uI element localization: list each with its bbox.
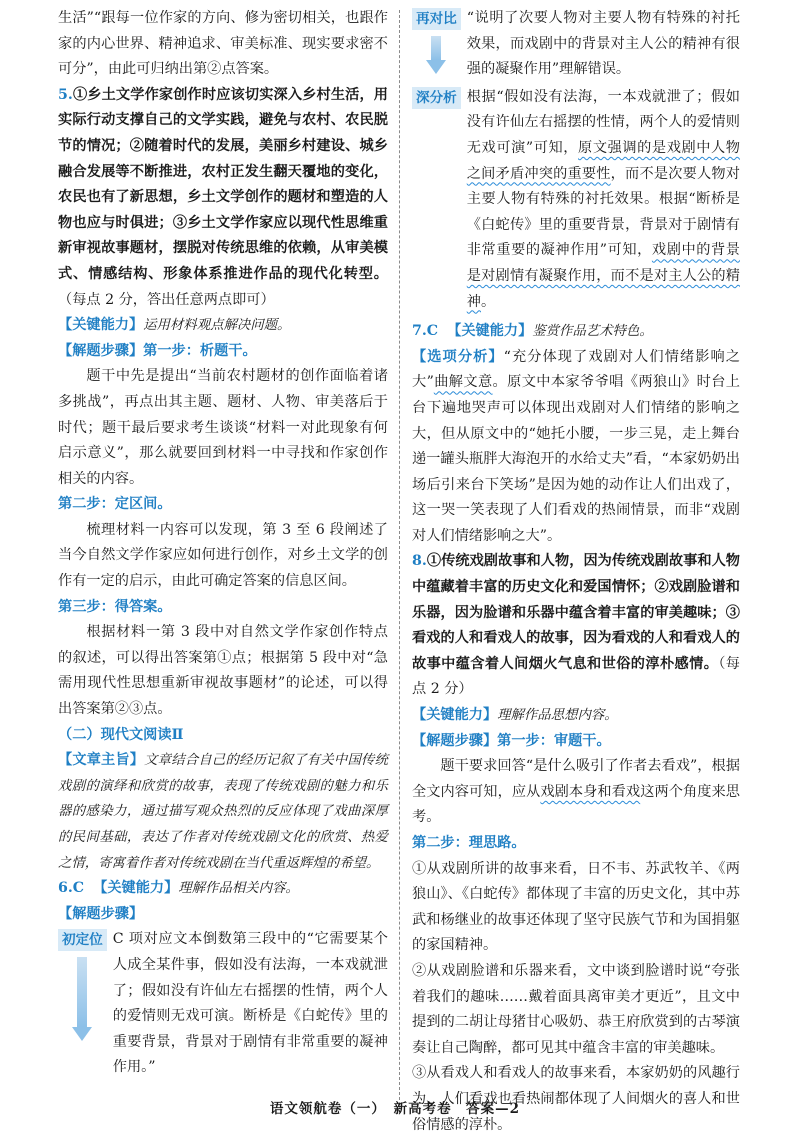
down-arrow-icon: [431, 36, 441, 74]
ability-text: 鉴赏作品艺术特色。: [532, 324, 653, 340]
theme-text: 文章结合自己的经历记叙了有关中国传统戏剧的演绎和欣赏的故事，表现了传统戏剧的魅力和乐器的感染力，通过描写观众热烈的反应体现了戏曲深厚的民间基础，表达了作者对传统戏剧文化的欣赏、热爱之情，寄寓着作者对传统戏剧在当代重返辉煌的希望。: [58, 753, 388, 871]
option-analysis-label: 【选项分析】: [412, 348, 504, 365]
q6-compare: [412, 6, 740, 83]
column-divider: [399, 10, 400, 1100]
q5-step2-label: 第二步：定区间。: [58, 496, 172, 513]
section-title: （二）现代文阅读Ⅱ: [58, 726, 184, 743]
question-number: 5.: [58, 86, 73, 103]
q6-initial-locate: [58, 927, 388, 1081]
q5-ability: [58, 313, 388, 339]
q5-step2-text: 梳理材料一内容可以发现，第 3 至 6 段阐述了当今自然文学作家应如何进行创作，对乡土文学的创作有一定的启示，由此可确定答案的信息区间。: [58, 521, 388, 590]
text-run: 根据“假如没有法海，一本戏就泄了；假如没有许仙左右摇摆的性情，两个人的爱情则无戏可演”可知，: [466, 88, 740, 156]
q8-step1-text: [412, 754, 740, 831]
tag-initial-locate: 初定位: [58, 929, 107, 951]
q8-answer: [412, 549, 740, 703]
q5-step3-text: 根据材料一第 3 段中对自然文学作家创作特点的叙述，可以得出答案第①点；根据第 5 段中对“急需用现代性思想重新审视故事题材”的论述，可以得出答案第②③点。: [58, 624, 388, 718]
left-column: [58, 6, 388, 1081]
q7-answer: [412, 319, 740, 345]
q5-answer: [58, 83, 388, 313]
question-number: 7.C: [412, 323, 439, 340]
text-run: 。原文中本家爷爷唱《两狼山》时台上台下遍地哭声可以体现出戏剧对人们情绪的影响之大，但从原文中的“她托小腰，一步三晃，走上舞台递一罐头瓶胖大海泡开的水给丈夫”看，“本家奶奶出场后引来台下笑场”是因为她的动作让人们出戏了，这一哭一笑表现了人们看戏的热闹情景，而非“戏剧对人们情绪影响之大”。: [412, 374, 740, 544]
highlighted-text: 原文强调的是戏剧中人物之间矛盾冲突的重要性: [466, 139, 740, 182]
step1-label: 第一步：审题干。: [497, 732, 611, 749]
text-run: 题干要求回答“是什么吸引了作者去看戏”，根据全文内容可知，应从: [412, 758, 740, 800]
q8-answer-text: ①传统戏剧故事和人物，因为传统戏剧故事和人物中蕴藏着丰富的历史文化和爱国情怀；②戏剧脸谱和乐器，因为脸谱和乐器中蕴含着丰富的审美趣味；③看戏的人和看戏人的故事，因为看戏的人和看戏人的故事中蕴含着人间烟火气息和世俗的淳朴感情。: [412, 553, 740, 672]
question-number: 6.C: [58, 880, 85, 897]
q5-steps-heading: [58, 339, 388, 365]
q8-point-1: ①从戏剧所讲的故事来看，日不韦、苏武牧羊、《两狼山》、《白蛇传》都体现了丰富的历史文化，其中苏武和杨继业的故事还体现了坚守民族气节和为国捐躯的家国精神。: [412, 860, 740, 954]
step1-label: 第一步：析题干。: [143, 342, 257, 359]
highlighted-text: 戏剧本身和看戏: [540, 783, 641, 800]
text-run: 这两个角度来思考。: [412, 783, 740, 826]
ability-text: 运用材料观点解决问题。: [143, 318, 291, 334]
highlighted-text: 曲解文意: [433, 374, 493, 391]
right-column: [412, 6, 740, 1138]
ability-label: 【关键能力】: [93, 880, 179, 897]
highlighted-text: 戏剧中的背景是对剧情有凝聚作用，而不是对主人公的精神: [466, 242, 740, 310]
q8-steps-heading: [412, 729, 740, 755]
steps-label: 【解题步骤】: [58, 342, 144, 359]
q8-point-3: ③从看戏人和看戏人的故事来看，本家奶奶的风趣行为、人们看戏也看热闹都体现了人间烟火的喜人和世俗情感的淳朴。: [412, 1065, 740, 1133]
q5-score: （每点 2 分，答出任意两点即可）: [58, 291, 275, 308]
page-footer: 语文领航卷（一） 新高考卷 答案—2: [269, 1101, 521, 1117]
paragraph: 生活”“跟每一位作家的方向、修为密切相关，也跟作家的内心世界、精神追求、审美标准、现实要求密不可分”，由此可归纳出第②点答案。: [58, 10, 388, 78]
ability-label: 【关键能力】: [412, 707, 498, 724]
q8-ability: [412, 703, 740, 729]
theme-label: 【文章主旨】: [58, 752, 145, 769]
q5-step1-text: 题干中先是提出“当前农村题材的创作面临着诸多挑战”，再点出其主题、题材、人物、审美落后于时代；题干最后要求考生谈谈“材料一对此现象有何启示意义”，那么就要回到材料一中寻找和作家创作相关的内容。: [58, 368, 388, 487]
q8-score: （每点 2 分）: [412, 655, 740, 698]
tag-text: C 项对应文本倒数第三段中的“它需要某个人成全某件事，假如没有法海，一本戏就泄了；假如没有许仙左右摇摆的性情，两个人的爱情则无戏可演。断桥是《白蛇传》里的重要背景，背景对于剧情有非常重要的凝神作用。”: [112, 931, 388, 1076]
tag-text: [467, 85, 740, 315]
steps-label: 【解题步骤】: [412, 732, 498, 749]
theme: [58, 748, 388, 876]
text-run: ，而不是次要人物对主要人物有特殊的衬托效果。根据“断桥是《白蛇传》里的重要背景，背景对于剧情有非常重要的凝神作用”可知，: [466, 165, 740, 259]
q5-step3-label: 第三步：得答案。: [58, 598, 172, 615]
ability-label: 【关键能力】: [447, 323, 533, 340]
ability-label: 【关键能力】: [58, 317, 144, 334]
down-arrow-icon: [77, 957, 87, 1041]
q6-answer: [58, 876, 388, 902]
tag-compare: 再对比: [412, 8, 461, 30]
text-run: 。: [480, 293, 496, 310]
ability-text: 理解作品相关内容。: [178, 881, 299, 897]
question-number: 8.: [412, 553, 427, 570]
q6-deep-analysis: [412, 85, 740, 315]
ability-text: 理解作品思想内容。: [497, 708, 618, 724]
tag-deep-analysis: 深分析: [412, 87, 461, 109]
q8-point-2: ②从戏剧脸谱和乐器来看，文中谈到脸谱时说“夸张着我们的趣味……戴着面具离审美才更近”，且文中提到的二胡让母猪甘心吸奶、恭王府欣赏到的古琴演奏让自己陶醉，都可见其中蕴含丰富的审美趣味。: [412, 962, 740, 1056]
tag-text: “说明了次要人物对主要人物有特殊的衬托效果，而戏剧中的背景对主人公的精神有很强的凝聚作用”理解错误。: [466, 10, 740, 78]
text-run: “充分体现了戏剧对人们情绪影响之大”: [412, 348, 740, 391]
q7-option-analysis: [412, 345, 740, 550]
q5-answer-text: ①乡土文学作家创作时应该切实深入乡村生活，用实际行动支撑自己的文学实践，避免与农村、农民脱节的情况；②随着时代的发展，美丽乡村建设、城乡融合发展等不断推进，农村正发生翻天覆地的变化，农民也有了新思想，乡土文学创作的题材和塑造的人物也应与时俱进；③乡土文学作家应以现代性思维重新审视故事题材，摆脱对传统思维的依赖，从审美模式、情感结构、形象体系推进作品的现代化转型。: [58, 86, 388, 282]
q8-step2-label: 第二步：理思路。: [412, 835, 526, 851]
q6-steps-label: 【解题步骤】: [58, 905, 144, 922]
